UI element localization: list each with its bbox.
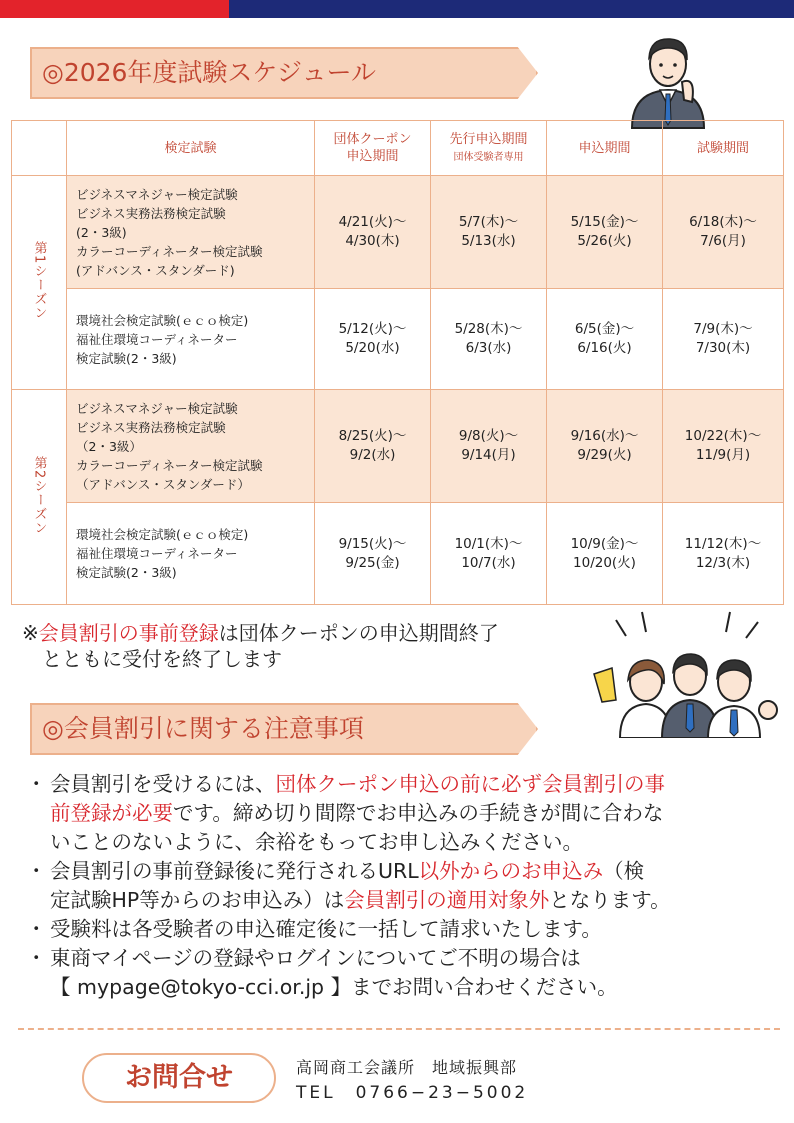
date-cell: 5/7(木)～ 5/13(水) — [431, 176, 547, 289]
exam-cell: ビジネスマネジャー検定試験 ビジネス実務法務検定試験 (2・3級) カラーコーディネーター検定試験 (アドバンス・スタンダード) — [67, 176, 315, 289]
table-row — [12, 503, 784, 605]
caution-title: ◎会員割引に関する注意事項 — [42, 714, 364, 743]
table-row — [12, 390, 784, 503]
caution-item: ・ 受験料は各受験者の申込確定後に一括して請求いたします。 — [26, 915, 786, 944]
contact-phone: TEL 0766−23−5002 — [296, 1083, 529, 1103]
contact-organization: 高岡商工会議所 地域振興部 — [296, 1058, 518, 1077]
caution-item: ・ 会員割引を受けるには、団体クーポン申込の前に必ず会員割引の事 前登録が必要です。締め切り間際でお申込みの手続きが間に合わな いことのないように、余裕をもってお申し込みください。 — [26, 770, 786, 857]
caution-item: ・ 会員割引の事前登録後に発行されるURL以外からのお申込み（検 定試験HP等からのお申込み）は会員割引の適用対象外となります。 — [26, 857, 786, 915]
cheering-people-illustration-icon — [590, 610, 786, 738]
mypage-email: 【 mypage@tokyo-cci.or.jp 】までお問い合わせください。 — [50, 975, 618, 999]
date-cell: 5/15(金)～ 5/26(火) — [547, 176, 663, 289]
date-cell: 7/9(木)～ 7/30(木) — [663, 289, 784, 390]
date-cell: 10/22(木)～ 11/9(月) — [663, 390, 784, 503]
date-cell: 4/21(火)～ 4/30(木) — [315, 176, 431, 289]
date-cell: 9/15(火)～ 9/25(金) — [315, 503, 431, 605]
dashed-divider — [18, 1028, 780, 1030]
exam-cell: 環境社会検定試験(ｅｃｏ検定) 福祉住環境コーディネーター 検定試験(2・3級) — [67, 503, 315, 605]
date-cell: 6/5(金)～ 6/16(火) — [547, 289, 663, 390]
date-cell: 9/16(水)～ 9/29(火) — [547, 390, 663, 503]
season-2-label: 第2シーズン — [12, 390, 67, 605]
date-cell: 10/1(木)～ 10/7(水) — [431, 503, 547, 605]
season-1-label: 第1シーズン — [12, 176, 67, 390]
caution-title-ribbon — [30, 703, 538, 755]
date-cell: 5/28(木)～ 6/3(水) — [431, 289, 547, 390]
date-cell: 6/18(木)～ 7/6(月) — [663, 176, 784, 289]
header-corner — [12, 121, 67, 176]
date-cell: 5/12(火)～ 5/20(水) — [315, 289, 431, 390]
date-cell: 10/9(金)～ 10/20(火) — [547, 503, 663, 605]
registration-note: ※会員割引の事前登録は団体クーポンの申込期間終了 とともに受付を終了します — [22, 621, 499, 671]
schedule-table — [11, 120, 784, 605]
table-row — [12, 289, 784, 390]
caution-item: ・ 東商マイページの登録やログインについてご不明の場合は 【 mypage@tokyo-cci.or.jp 】までお問い合わせください。 — [26, 944, 786, 1002]
exam-cell: ビジネスマネジャー検定試験 ビジネス実務法務検定試験 （2・3級） カラーコーディネーター検定試験 （アドバンス・スタンダード） — [67, 390, 315, 503]
exam-cell: 環境社会検定試験(ｅｃｏ検定) 福祉住環境コーディネーター 検定試験(2・3級) — [67, 289, 315, 390]
top-bar-blue — [229, 0, 794, 18]
contact-label: お問合せ — [82, 1053, 276, 1103]
top-bar-red — [0, 0, 229, 18]
date-cell: 8/25(火)～ 9/2(水) — [315, 390, 431, 503]
schedule-title-ribbon — [30, 47, 538, 99]
caution-list — [26, 770, 786, 1002]
header-group-coupon: 団体クーポン 申込期間 — [315, 121, 431, 176]
schedule-title: ◎2026年度試験スケジュール — [42, 58, 376, 87]
header-exam: 検定試験 — [67, 121, 315, 176]
date-cell: 11/12(木)～ 12/3(木) — [663, 503, 784, 605]
table-row — [12, 176, 784, 289]
header-advance-period: 先行申込期間 団体受験者専用 — [431, 121, 547, 176]
header-exam-period: 試験期間 — [663, 121, 784, 176]
businessman-illustration-icon — [628, 30, 708, 130]
table-header-row — [12, 121, 784, 176]
header-application-period: 申込期間 — [547, 121, 663, 176]
date-cell: 9/8(火)～ 9/14(月) — [431, 390, 547, 503]
